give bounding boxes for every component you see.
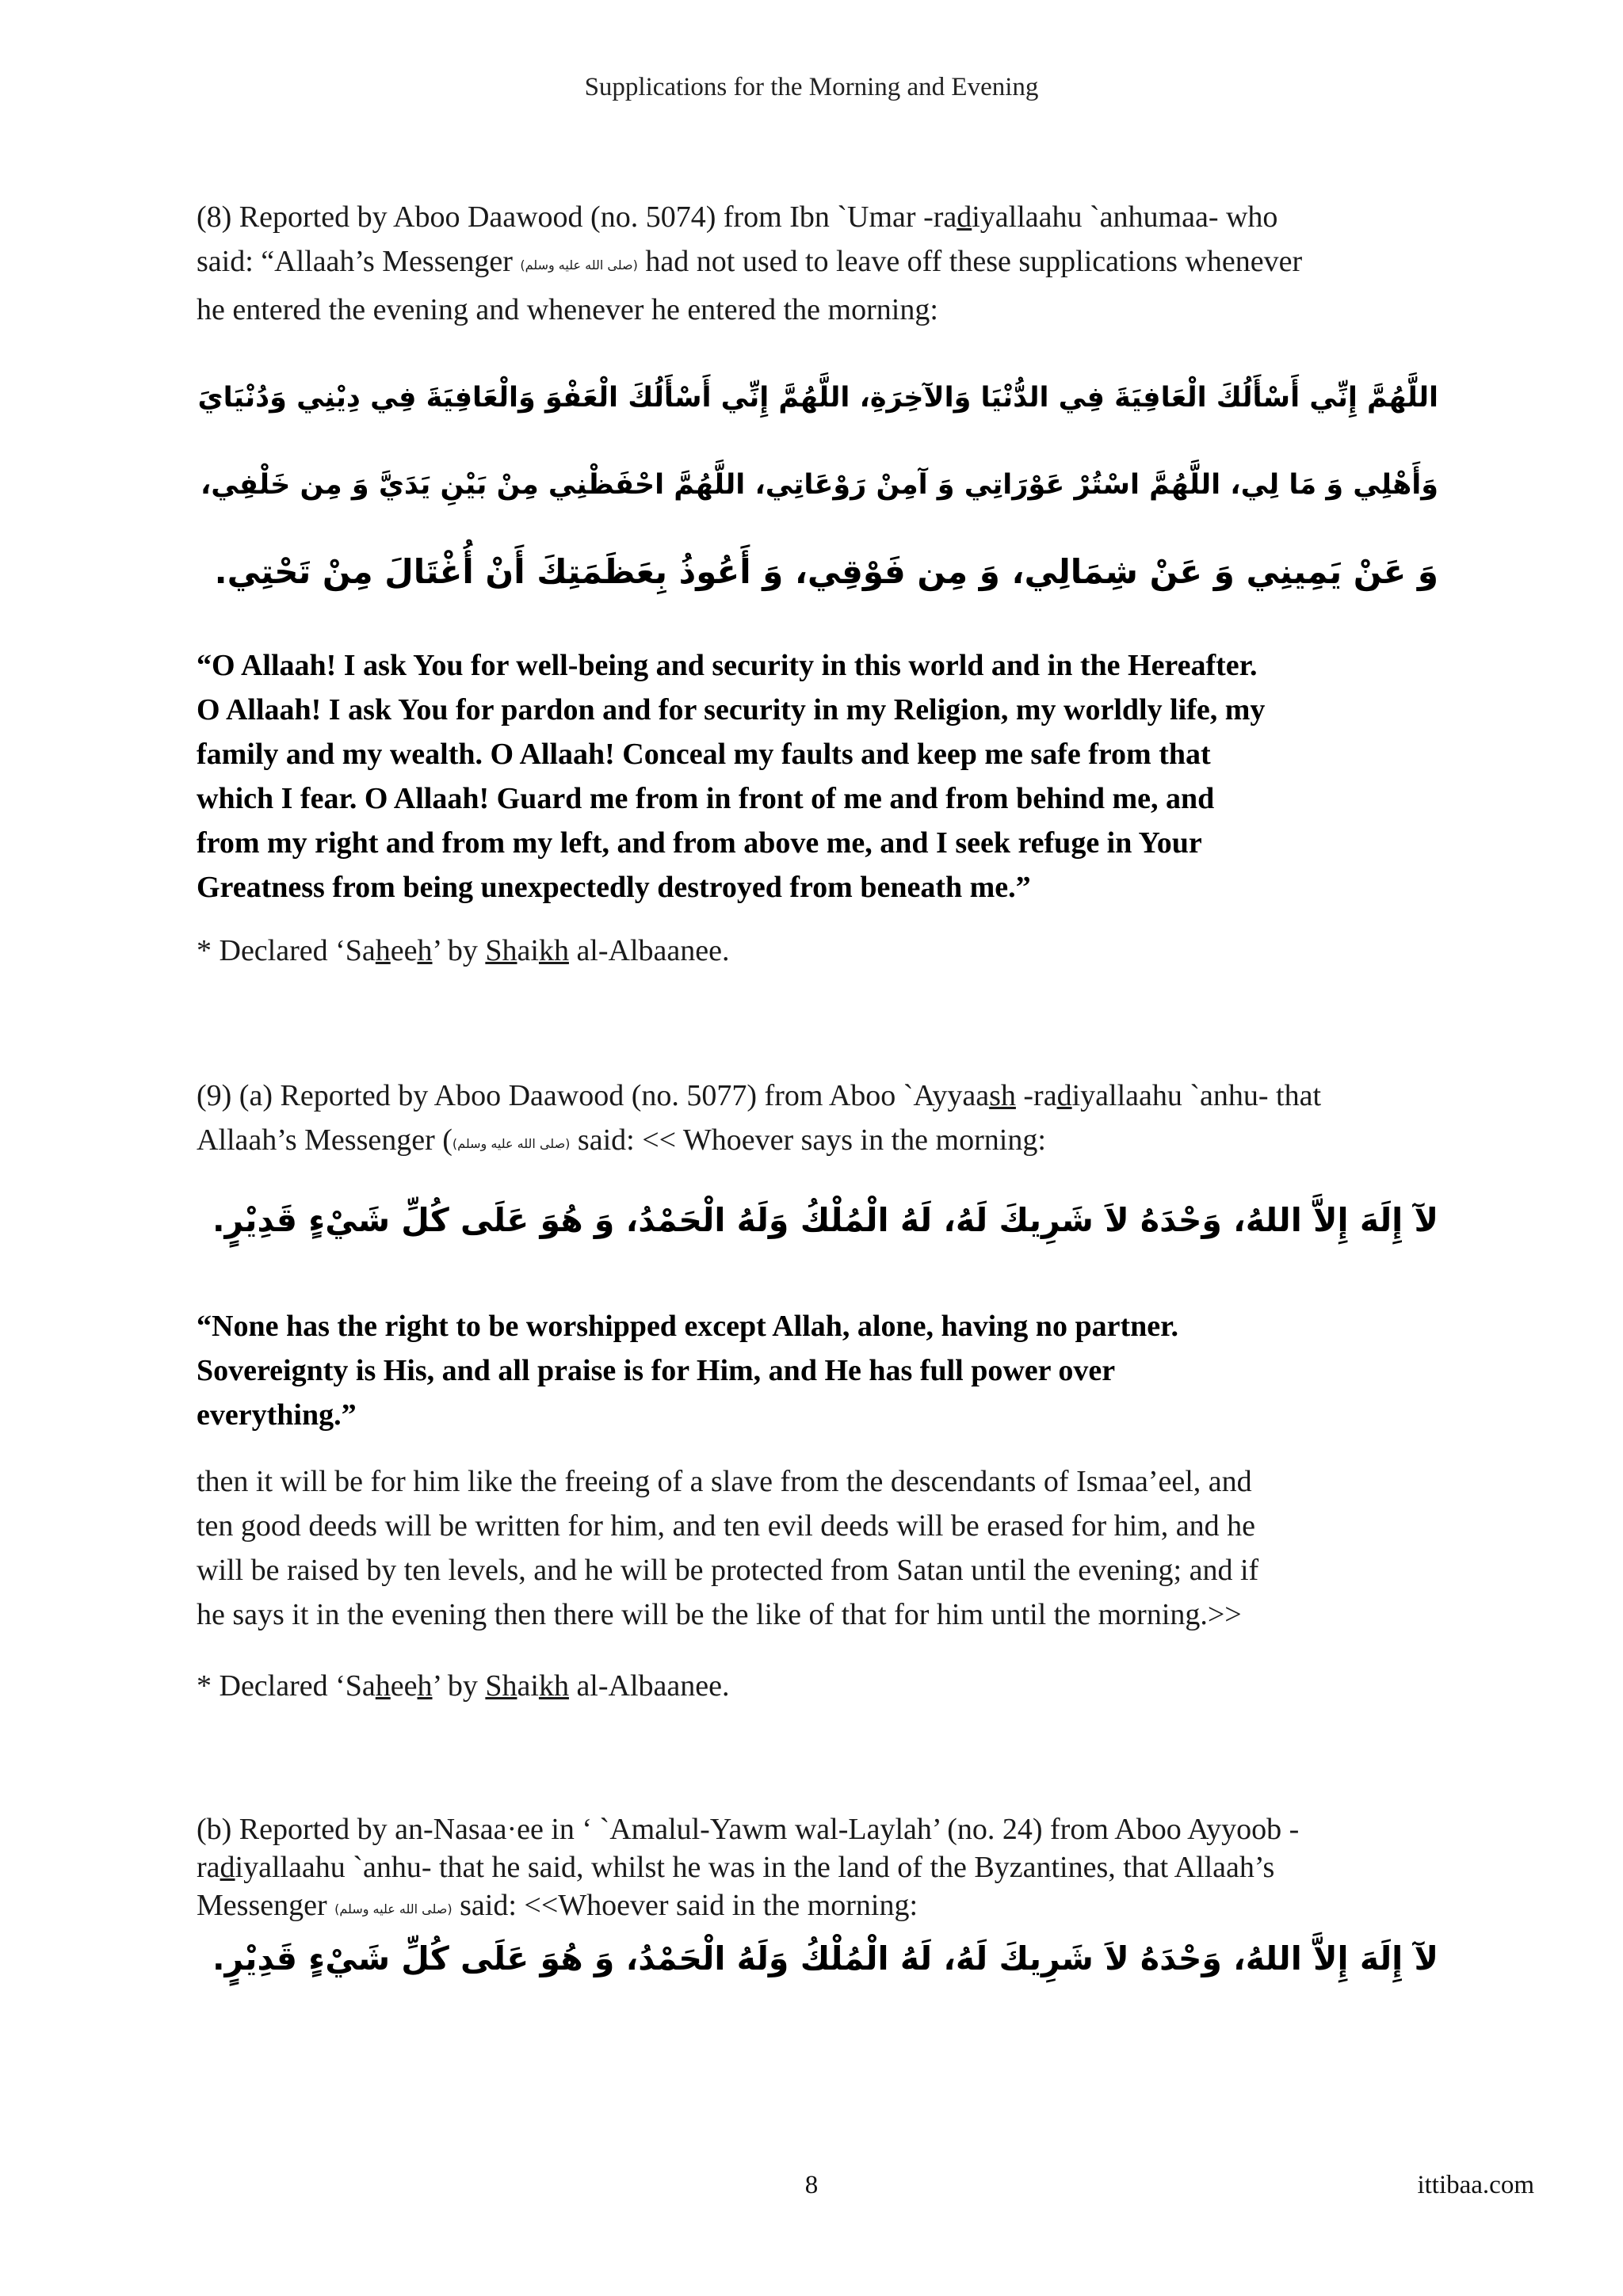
section-9a-translation <box>197 1304 1449 1437</box>
translation-line: which I fear. O Allaah! Guard me from in front of me and from behind me, and <box>197 782 1215 815</box>
section-9a-reference <box>197 1074 1449 1166</box>
arabic-supplication-line: اللَّهُمَّ إِنِّي أَسْأَلُكَ الْعَافِيَةَ فِي الدُّنْيَا وَالآخِرَةِ، اللَّهُمَّ إِنِّي أَسْأَلُكَ الْعَفْوَ وَالْعَافِيَةَ فِي دِيْنِي وَدُنْيَايَ <box>197 382 1438 414</box>
salutation-glyph: (صلى الله عليه وسلم) <box>334 1901 453 1917</box>
reference-line: (8) Reported by Aboo Daawood (no. 5074) from Ibn `Umar -radiyallaahu `anhumaa- who <box>197 200 1278 234</box>
arabic-supplication-line: وَ عَنْ يَمِينِي وَ عَنْ شِمَالِي، وَ مِن فَوْقِي، وَ أَعُوذُ بِعَظَمَتِكَ أَنْ أُغْتَالَ مِنْ تَحْتِي. <box>214 552 1438 591</box>
translation-line: everything.” <box>197 1398 357 1432</box>
section-8-reference <box>197 195 1449 332</box>
section-9a-body <box>197 1459 1449 1637</box>
body-line: then it will be for him like the freeing of a slave from the descendants of Ismaa’eel, and <box>197 1465 1252 1498</box>
reference-line: (b) Reported by an-Nasaa·ee in ‘ `Amalul-Yawm wal-Laylah’ (no. 24) from Aboo Ayyoob - <box>197 1813 1300 1846</box>
reference-line: Allaah’s Messenger ((صلى الله عليه وسلم) said: << Whoever says in the morning: <box>197 1123 1046 1157</box>
arabic-tahleel: لآ إِلَهَ إِلاَّ اللهُ، وَحْدَهُ لاَ شَرِيكَ لَهُ، لَهُ الْمُلْكُ وَلَهُ الْحَمْدُ، وَ هُوَ عَلَى كُلِّ شَيْءٍ قَدِيْرٍ. <box>212 1939 1438 1978</box>
translation-line: family and my wealth. O Allaah! Conceal my faults and keep me safe from that <box>197 738 1211 771</box>
translation-line: Sovereignty is His, and all praise is for Him, and He has full power over <box>197 1354 1116 1387</box>
arabic-tahleel: لآ إِلَهَ إِلاَّ اللهُ، وَحْدَهُ لاَ شَرِيكَ لَهُ، لَهُ الْمُلْكُ وَلَهُ الْحَمْدُ، وَ هُوَ عَلَى كُلِّ شَيْءٍ قَدِيْرٍ. <box>212 1201 1438 1239</box>
translation-line: “None has the right to be worshipped except Allah, alone, having no partner. <box>197 1310 1178 1343</box>
reference-line: Messenger (صلى الله عليه وسلم) said: <<Whoever said in the morning: <box>197 1889 918 1922</box>
translation-line: O Allaah! I ask You for pardon and for security in my Religion, my worldly life, my <box>197 693 1266 727</box>
section-9b-reference <box>197 1810 1449 1928</box>
website-footer: ittibaa.com <box>1417 2171 1534 2199</box>
section-8-translation <box>197 643 1449 910</box>
grading-note: * Declared ‘Saheeh’ by Shaikh al-Albaanee. <box>197 1669 730 1703</box>
salutation-glyph: (صلى الله عليه وسلم) <box>452 1136 571 1151</box>
translation-line: Greatness from being unexpectedly destroyed from beneath me.” <box>197 871 1031 904</box>
translation-line: “O Allaah! I ask You for well-being and security in this world and in the Hereafter. <box>197 649 1258 682</box>
reference-line: he entered the evening and whenever he entered the morning: <box>197 293 938 326</box>
body-line: will be raised by ten levels, and he will be protected from Satan until the evening; and if <box>197 1554 1259 1587</box>
page-number: 8 <box>804 2171 819 2199</box>
body-line: ten good deeds will be written for him, and ten evil deeds will be erased for him, and he <box>197 1509 1255 1543</box>
arabic-supplication-line: وَأَهْلِي وَ مَا لِي، اللَّهُمَّ اسْتُرْ عَوْرَاتِي وَ آمِنْ رَوْعَاتِي، اللَّهُمَّ احْفَظْنِي مِنْ بَيْنِ يَدَيَّ وَ مِن خَلْفِي، <box>200 469 1438 501</box>
reference-line: radiyallaahu `anhu- that he said, whilst he was in the land of the Byzantines, that Allaah’s <box>197 1851 1275 1884</box>
reference-line: (9) (a) Reported by Aboo Daawood (no. 5077) from Aboo `Ayyaash -radiyallaahu `anhu- that <box>197 1079 1322 1112</box>
reference-line: said: “Allaah’s Messenger (صلى الله عليه وسلم) had not used to leave off these supplications whenever <box>197 245 1303 278</box>
body-line: he says it in the evening then there will be the like of that for him until the morning.>> <box>197 1598 1242 1631</box>
translation-line: from my right and from my left, and from above me, and I seek refuge in Your <box>197 826 1202 860</box>
salutation-glyph: (صلى الله عليه وسلم) <box>520 257 638 273</box>
grading-note: * Declared ‘Saheeh’ by Shaikh al-Albaanee. <box>197 934 730 967</box>
running-header: Supplications for the Morning and Evening <box>584 73 1039 101</box>
